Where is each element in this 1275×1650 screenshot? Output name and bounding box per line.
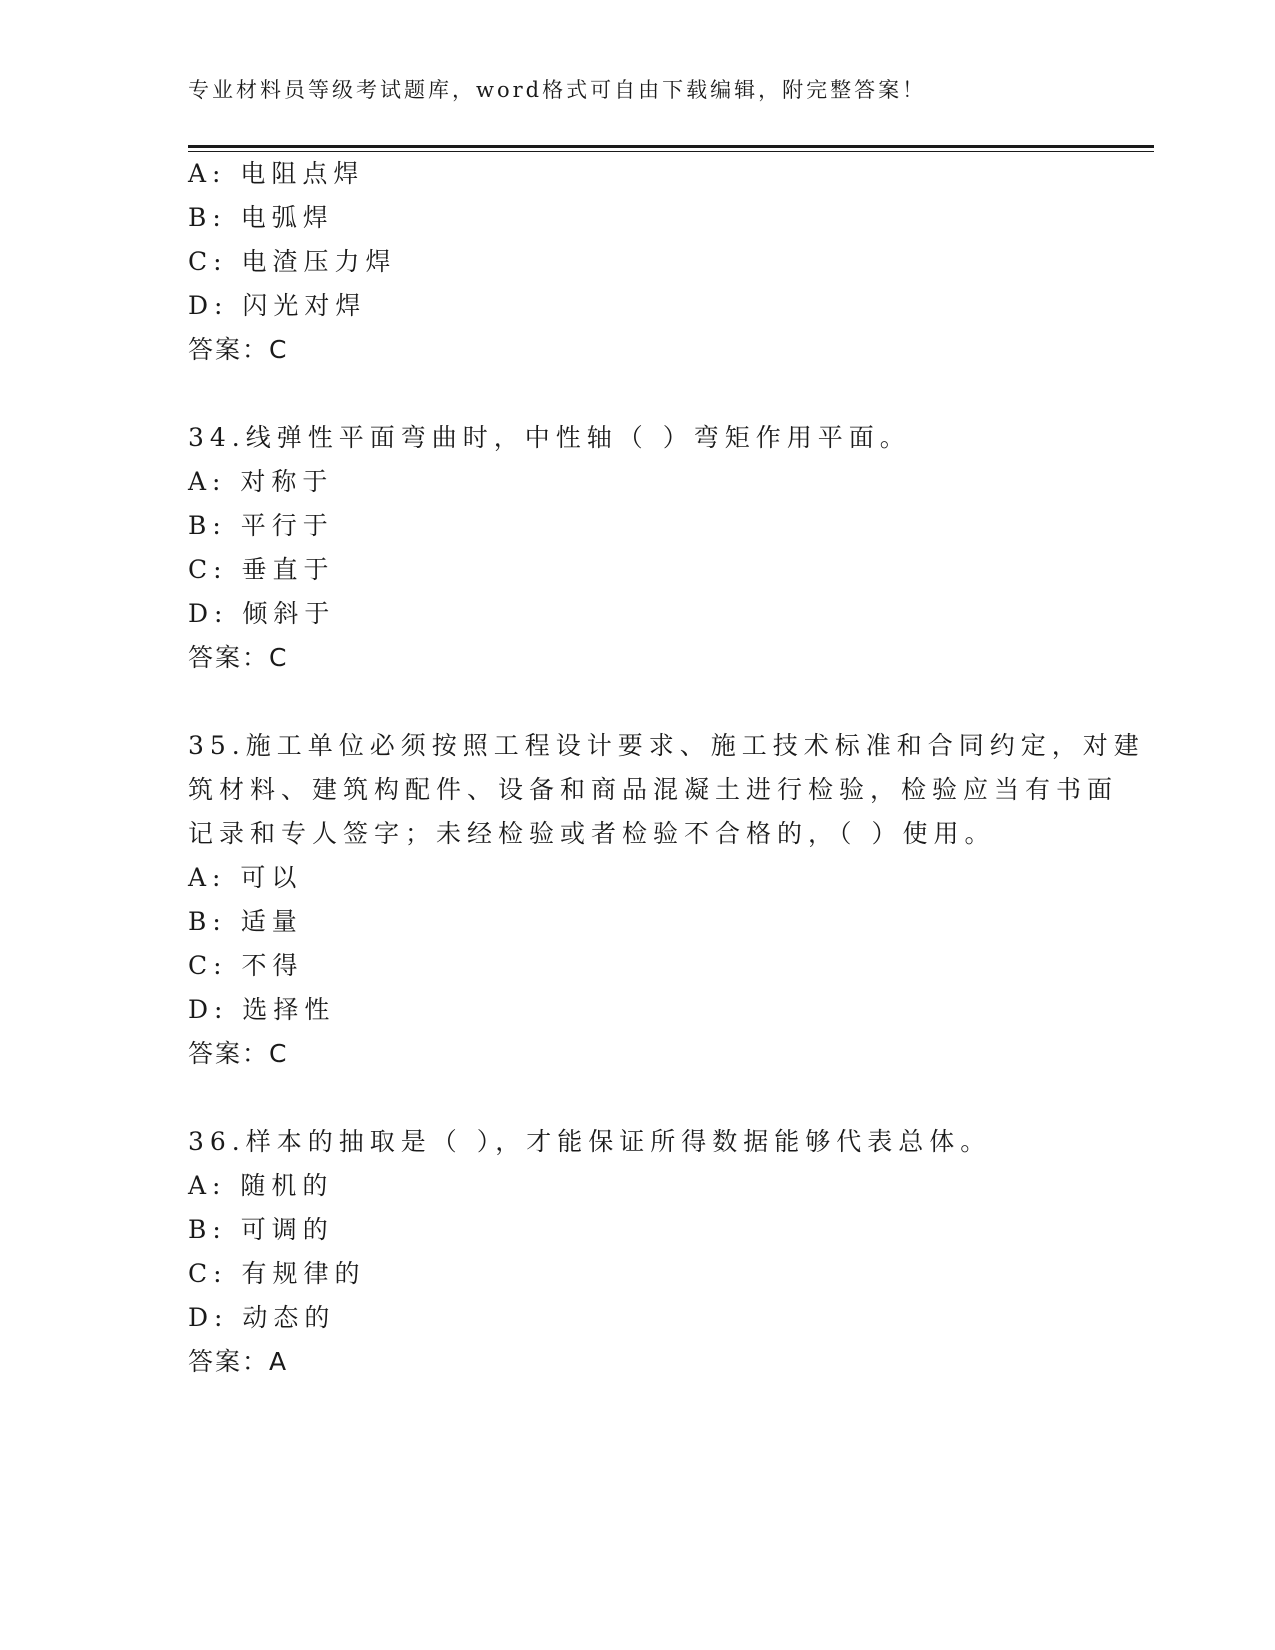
question-35-stem-line-3: 记录和专人签字；未经检验或者检验不合格的，（ ）使用。 (188, 819, 996, 848)
question-35-stem-line-1: 35.施工单位必须按照工程设计要求、施工技术标准和合同约定，对建 (188, 731, 1145, 760)
question-35-stem-line-2: 筑材料、建筑构配件、设备和商品混凝土进行检验，检验应当有书面 (188, 775, 1119, 804)
header-rule-thin (188, 151, 1154, 152)
option-d: D: 闪光对焊 (188, 291, 367, 320)
option-d: D: 倾斜于 (188, 599, 336, 628)
header-rule-thick (188, 145, 1154, 148)
question-34-stem: 34.线弹性平面弯曲时，中性轴（ ）弯矩作用平面。 (188, 423, 911, 452)
answer: 答案：C (188, 643, 289, 672)
option-c: C: 有规律的 (188, 1259, 366, 1288)
option-d: D: 动态的 (188, 1303, 336, 1332)
option-d: D: 选择性 (188, 995, 336, 1024)
option-b: B: 电弧焊 (188, 203, 334, 232)
question-36-stem: 36.样本的抽取是（ ），才能保证所得数据能够代表总体。 (188, 1127, 992, 1156)
option-c: C: 垂直于 (188, 555, 335, 584)
option-c: C: 不得 (188, 951, 304, 980)
option-b: B: 平行于 (188, 511, 334, 540)
page-header: 专业材料员等级考试题库，word格式可自由下载编辑，附完整答案！ (188, 78, 927, 102)
option-c: C: 电渣压力焊 (188, 247, 397, 276)
option-a: A: 电阻点焊 (188, 159, 365, 188)
answer: 答案：A (188, 1347, 289, 1376)
option-a: A: 对称于 (188, 467, 334, 496)
answer: 答案：C (188, 335, 289, 364)
option-a: A: 可以 (188, 863, 303, 892)
option-b: B: 可调的 (188, 1215, 334, 1244)
option-a: A: 随机的 (188, 1171, 334, 1200)
answer: 答案：C (188, 1039, 289, 1068)
option-b: B: 适量 (188, 907, 303, 936)
